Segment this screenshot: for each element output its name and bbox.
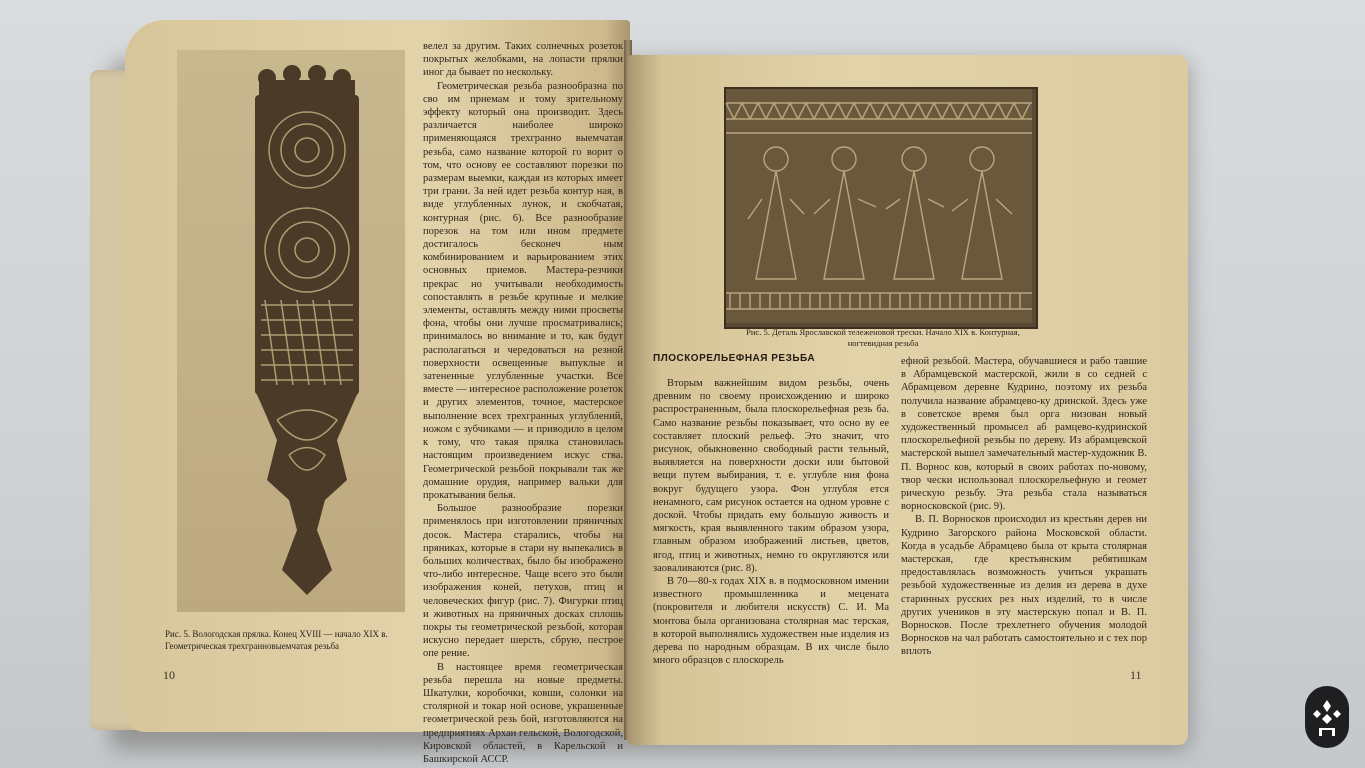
carved-panel-photo: [724, 87, 1038, 329]
paragraph: Геометрическая резьба разнообразна по сво им приемам и тому зрительному эффекту который она производит. Здесь различается наиболее широко применяющаяся трехгранно выемчатая резьба, само название которой го ворит о том, что основу ее составляют порезки по размерам выемки, каждая из которых имеет три грани. За ней идет резьба контур ная, в виде углубленных лунок, и скобчатая, контурная (рис. 6). Все разнообразие порезок на том или ином предмете достигалось бесконеч ным комбинированием и варьированием этих основных приемов. Мастера-резчики прекрас но учитывали необходимость сопоставлять в резьбе крупные и мелкие элементы, оставлять между ними просветы фона, чтобы они лучше просматривались; принималось во внимание и то, как будут располагаться и чередоваться на резной поверхности освещенные выпуклые и затененные углубленные участки. Все вместе — интересное расположение розеток и других элементов, точное, мастерское выполнение всех трехгранных углублений, ножом с зубчиками — и приводило в целом к тому, что такая прялка становилась настоящим произведением искус ства. Геометрической резьбой покрывали так же домашние орудия, например вальки для прокатывания белья.: [423, 80, 623, 501]
left-text-column: [423, 40, 623, 766]
carved-distaff-figure: [237, 60, 377, 600]
paragraph: В настоящее время геометрическая резьба перешла на новые предметы. Шкатулки, коробочки, ковши, солонки на столярной и токар ной основе, украшенные геометрической резь бой, изготовляются на предприятиях Архан гельской, Вологодской, Кировской областей, в Карельской и Башкирской АССР.: [423, 661, 623, 765]
right-text-column-1: [653, 377, 889, 667]
paragraph: В 70—80-х годах XIX в. в подмосковном имении известного промышленника и мецената (покровителя и любителя искусств) С. И. Ма монтова была организована столярная мас терская, в которой выполнялись художествен ные изделия из дерева по народным образцам. В их числе было много образцов с плоскорель: [653, 576, 889, 667]
section-heading: ПЛОСКОРЕЛЬЕФНАЯ РЕЗЬБА: [653, 353, 816, 364]
caption-line: Рис. 5. Деталь Ярославской тележеновой трески. Начало XIX в. Контурная,: [746, 327, 1020, 337]
relief-figures-image: [726, 89, 1032, 323]
paragraph: ефной резьбой. Мастера, обучавшиеся и рабо тавшие в Абрамцевской мастерской, жили в со седней с Абрамцевом деревне Кудрино, поэтому их резьба получила название абрамцево-ку дринской. Здесь уже в советское время был орга низован новый художественный промысел аб рамцево-кудринской плоскорельефной резьбы по дереву. Из абрамцевской мастерской вышел замечательный мастер-художник В. П. Ворнос ков, который в своих работах по-новому, твор чески использовал плоскорельефную и геомет рическую резьбу. Эта резьба стала называться ворносковской (рис. 9).: [901, 356, 1147, 513]
paragraph: Большое разнообразие порезки применялось при изготовлении пряничных досок. Мастера старались, чтобы на пряниках, которые в стари ну выпекались в больших количествах, было бы изображено что-либо интересное. Чаще всего это были изображения коней, петухов, птиц и человеческих фигур (рис. 7). Фигурки птиц и животных на пряничных досках сплошь покры ты геометрической резьбой, которая искусно передает шерсть, сбрую, пестрое опе рение.: [423, 503, 623, 660]
left-page: [125, 20, 630, 765]
figure-caption-left: Рис. 5. Вологодская прялка. Конец XVIII — начало XIX в. Геометрическая трехгранновыемчатая резьба: [165, 629, 388, 651]
figure-caption-right: [728, 327, 1038, 349]
spinning-distaff-photo: [177, 50, 405, 612]
page-number-left: 10: [163, 668, 175, 682]
folk-ornament-logo-icon: [1305, 686, 1349, 748]
right-text-column-2: [901, 355, 1147, 659]
caption-line: ногтевидная резьба: [847, 338, 919, 348]
right-page: [628, 55, 1188, 745]
paragraph: велел за другим. Таких солнечных розеток покрытых желобками, на лопасти прялки иног да бывает по нескольку.: [423, 41, 623, 79]
paragraph: Вторым важнейшим видом резьбы, очень древним по своему происхождению и широко распространенным, была плоскорельефная резь ба. Само название резьбы показывает, что осно ву ее составляет плоский рельеф. Это значит, что рисунок, обыкновенно свободный расти тельный, выявляется на поверхности доски или бытовой вещи путем выбирания, т. е. углубле ния фона вокруг будущего узора. Фон углубля ется ненамного, сам рисунок остается на одном уровне с доской. Чтобы придать ему большую живость и мягкость, края выявленного таким образом узора, главным образом изображений листьев, цветов, ягод, птиц и животных, немно го округляются или заовaливаются (рис. 8).: [653, 378, 889, 574]
page-number-right: 11: [1130, 668, 1142, 682]
paragraph: В. П. Ворносков происходил из крестьян дерев ни Кудрино Загорского района Московской области. Когда в усадьбе Абрамцево была от крыта столярная мастерская, где крестьянским ребятишкам предоставлялась возможность учиться украшать резьбой художественные из делия из дерева в духе старинных русских рез ных изделий, то в числе других учеников в эту мастерскую попал и В. П. Ворносков. После трехлетнего обучения молодой Ворносков на чал работать самостоятельно и с тех пор вплоть: [901, 514, 1147, 658]
